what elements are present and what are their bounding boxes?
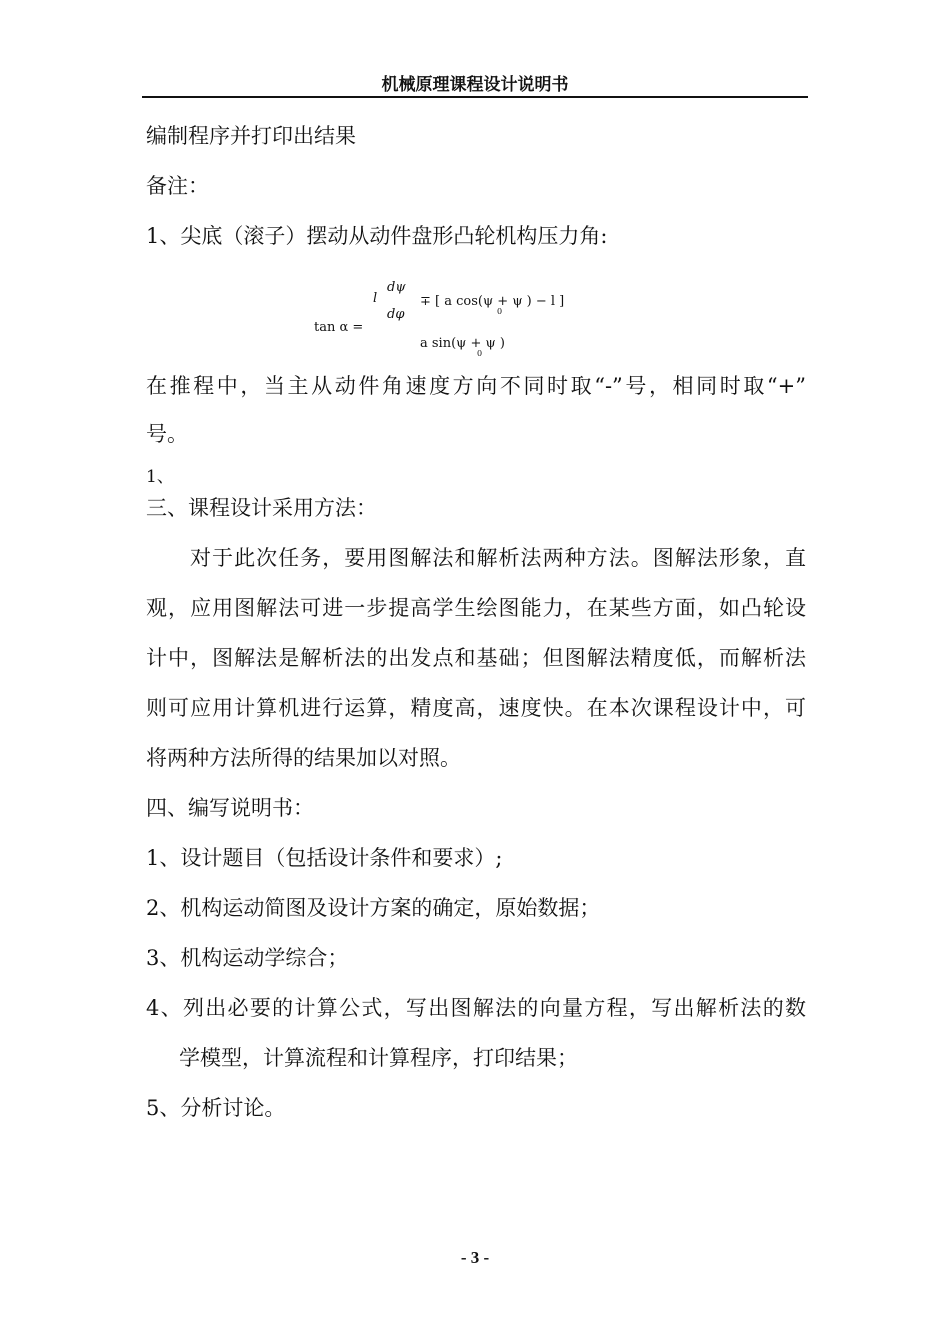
- formula-dphi: dφ: [387, 307, 405, 322]
- paragraph-line: 则可应用计算机进行运算，精度高，速度快。在本次课程设计中，可: [146, 696, 806, 720]
- formula-subscript: 0: [477, 349, 483, 358]
- list-item: 5、分析讨论。: [146, 1096, 286, 1120]
- formula-subscript: 0: [497, 307, 503, 316]
- text-line: 备注：: [146, 174, 209, 198]
- header-rule: [142, 96, 808, 98]
- text-line: 1、尖底（滚子）摆动从动件盘形凸轮机构压力角:: [146, 224, 608, 248]
- paragraph-line: 对于此次任务，要用图解法和解析法两种方法。图解法形象，直: [190, 546, 806, 570]
- text-line: 号。: [146, 422, 188, 446]
- list-item: 2、机构运动简图及设计方案的确定，原始数据；: [146, 896, 601, 920]
- paragraph-line: 将两种方法所得的结果加以对照。: [146, 746, 461, 770]
- pressure-angle-formula: [300, 280, 620, 360]
- paragraph-line: 观，应用图解法可进一步提高学生绘图能力，在某些方面，如凸轮设: [146, 596, 806, 620]
- list-item: 1、设计题目（包括设计条件和要求）;: [146, 846, 503, 870]
- formula-dpsi: dψ: [387, 280, 406, 295]
- section-heading: 四、编写说明书：: [146, 796, 314, 820]
- text-line: 在推程中，当主从动件角速度方向不同时取“-”号，相同时取“+”: [146, 374, 806, 398]
- formula-numerator: ∓ [ a cos(ψ + ψ ) − l ]: [420, 294, 565, 309]
- section-heading: 三、课程设计采用方法：: [146, 496, 377, 520]
- formula-lhs: tan α =: [314, 320, 364, 335]
- text-line: 编制程序并打印出结果: [146, 124, 356, 148]
- formula-denominator: a sin(ψ + ψ ): [420, 336, 505, 351]
- list-item: 4、列出必要的计算公式，写出图解法的向量方程，写出解析法的数: [146, 996, 806, 1020]
- running-header: 机械原理课程设计说明书: [381, 75, 569, 95]
- text-line: 1、: [146, 467, 174, 487]
- list-item-continuation: 学模型，计算流程和计算程序，打印结果；: [179, 1046, 578, 1070]
- paragraph-line: 计中，图解法是解析法的出发点和基础；但图解法精度低，而解析法: [146, 646, 806, 670]
- formula-l: l: [373, 291, 378, 306]
- page-number: - 3 -: [460, 1248, 490, 1267]
- list-item: 3、机构运动学综合；: [146, 946, 349, 970]
